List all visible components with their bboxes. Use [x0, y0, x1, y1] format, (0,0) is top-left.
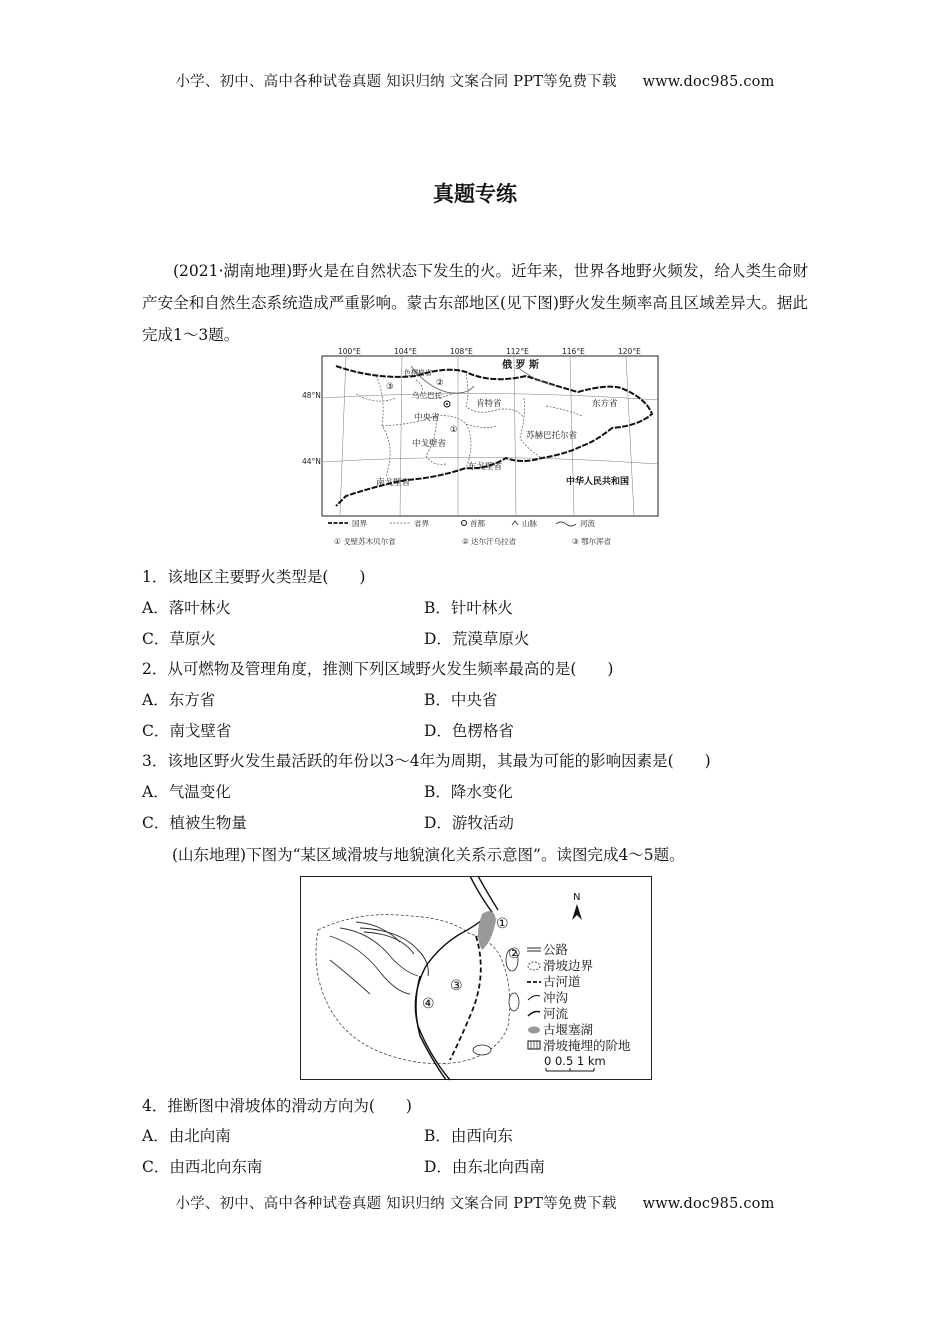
legend-province-2: ② 达尔汗乌拉省: [462, 537, 517, 546]
q4-option-a[interactable]: A．由北向南: [142, 1127, 231, 1145]
intro-paragraph-1: (2021·湖南地理)野火是在自然状态下发生的火。近年来，世界各地野火频发，给人类生命财产安全和自然生态系统造成严重影响。蒙古东部地区(见下图)野火发生频率高且区域差异大。据此完成1～3题。: [142, 262, 808, 344]
map-frame: [322, 356, 658, 516]
q2-option-b[interactable]: B．中央省: [424, 691, 498, 709]
label-dundgovi: 中戈壁省: [412, 439, 447, 449]
q1-option-b[interactable]: B．针叶林火: [424, 599, 513, 617]
marker-2: ②: [436, 378, 444, 388]
label-tuv: 中央省: [414, 413, 440, 423]
legend-province-3: ③ 鄂尔浑省: [572, 537, 612, 546]
legend-river: 河流: [543, 1006, 569, 1021]
label-1: ①: [496, 916, 509, 932]
label-china: 中华人民共和国: [566, 477, 630, 487]
label-2: ②: [508, 946, 521, 962]
footer-text: 小学、初中、高中各种试卷真题 知识归纳 文案合同 PPT等免费下载: [175, 1196, 617, 1212]
question-4: 4．推断图中滑坡体的滑动方向为( ): [142, 1097, 412, 1115]
legend-barrier-lake: 古堰塞湖: [543, 1022, 594, 1037]
q3-option-c[interactable]: C．植被生物量: [142, 814, 247, 832]
map1-legend: [328, 518, 612, 546]
q2-option-d[interactable]: D．色楞格省: [424, 722, 514, 740]
label-russia: 俄 罗 斯: [502, 360, 539, 371]
label-selenge: 色楞格省: [404, 369, 432, 377]
legend-buried-terrace: 滑坡掩埋的阶地: [543, 1038, 631, 1053]
label-ulaanbaatar: 乌兰巴托: [412, 391, 442, 400]
lat-label: 44°N: [302, 457, 321, 466]
legend-mountain: 山脉: [522, 519, 537, 528]
question-1: 1．该地区主要野火类型是( ): [142, 568, 366, 586]
q3-option-a[interactable]: A．气温变化: [142, 783, 231, 801]
q4-option-b[interactable]: B．由西向东: [424, 1127, 513, 1145]
q2-option-a[interactable]: A．东方省: [142, 691, 216, 709]
latitude-labels: [302, 391, 321, 466]
legend-province-border: 省界: [414, 519, 429, 528]
legend-province-1: ① 戈壁苏木贝尔省: [334, 537, 396, 546]
legend-gully: 冲沟: [543, 990, 569, 1005]
svg-text:N: N: [573, 892, 581, 903]
label-khentii: 肯特省: [476, 399, 502, 409]
q1-option-c[interactable]: C．草原火: [142, 630, 216, 648]
label-3: ③: [450, 978, 463, 994]
longitude-labels: [338, 347, 641, 356]
marker-1: ①: [450, 425, 458, 435]
label-dornod: 东方省: [592, 399, 618, 409]
lon-label: 116°E: [562, 347, 585, 356]
marker-3: ③: [386, 382, 394, 392]
q3-option-d[interactable]: D．游牧活动: [424, 814, 514, 832]
lon-label: 100°E: [338, 347, 361, 356]
lon-label: 120°E: [618, 347, 641, 356]
label-dornogovi: 东戈壁省: [468, 462, 503, 472]
page-title: 真题专练: [433, 182, 517, 206]
label-umnugovi: 南戈壁省: [376, 478, 411, 488]
lon-label: 112°E: [506, 347, 529, 356]
lat-label: 48°N: [302, 391, 321, 400]
legend-ancient-channel: 古河道: [543, 974, 581, 989]
legend-landslide-boundary: 滑坡边界: [543, 958, 594, 973]
legend-road: 公路: [543, 942, 569, 957]
footer-url[interactable]: www.doc985.com: [642, 1196, 775, 1212]
mongolia-map: [302, 346, 660, 552]
question-2: 2．从可燃物及管理角度，推测下列区域野火发生频率最高的是( ): [142, 660, 614, 678]
label-4: ④: [422, 996, 435, 1012]
q3-option-b[interactable]: B．降水变化: [424, 783, 513, 801]
page-footer: [0, 1192, 950, 1213]
legend-national-border: 国界: [352, 519, 367, 528]
label-sukhbaatar: 苏赫巴托尔省: [526, 431, 578, 441]
landslide-diagram: [300, 876, 652, 1080]
page-header: [0, 70, 950, 91]
question-3: 3．该地区野火发生最活跃的年份以3～4年为周期，其最为可能的影响因素是( ): [142, 752, 711, 770]
q1-option-d[interactable]: D．荒漠草原火: [424, 630, 530, 648]
q2-option-c[interactable]: C．南戈壁省: [142, 722, 232, 740]
header-text: 小学、初中、高中各种试卷真题 知识归纳 文案合同 PPT等免费下载: [175, 74, 617, 90]
legend-river: 河流: [580, 519, 595, 528]
lon-label: 108°E: [450, 347, 473, 356]
q4-option-d[interactable]: D．由东北向西南: [424, 1158, 545, 1176]
header-url[interactable]: www.doc985.com: [642, 74, 775, 90]
q1-option-a[interactable]: A．落叶林火: [142, 599, 231, 617]
intro-paragraph-2: (山东地理)下图为“某区域滑坡与地貌演化关系示意图”。读图完成4～5题。: [172, 846, 685, 864]
lon-label: 104°E: [394, 347, 417, 356]
scale-bar-label: 0 0.5 1 km: [544, 1054, 606, 1068]
q4-option-c[interactable]: C．由西北向东南: [142, 1158, 263, 1176]
legend-capital: 首都: [470, 519, 485, 528]
